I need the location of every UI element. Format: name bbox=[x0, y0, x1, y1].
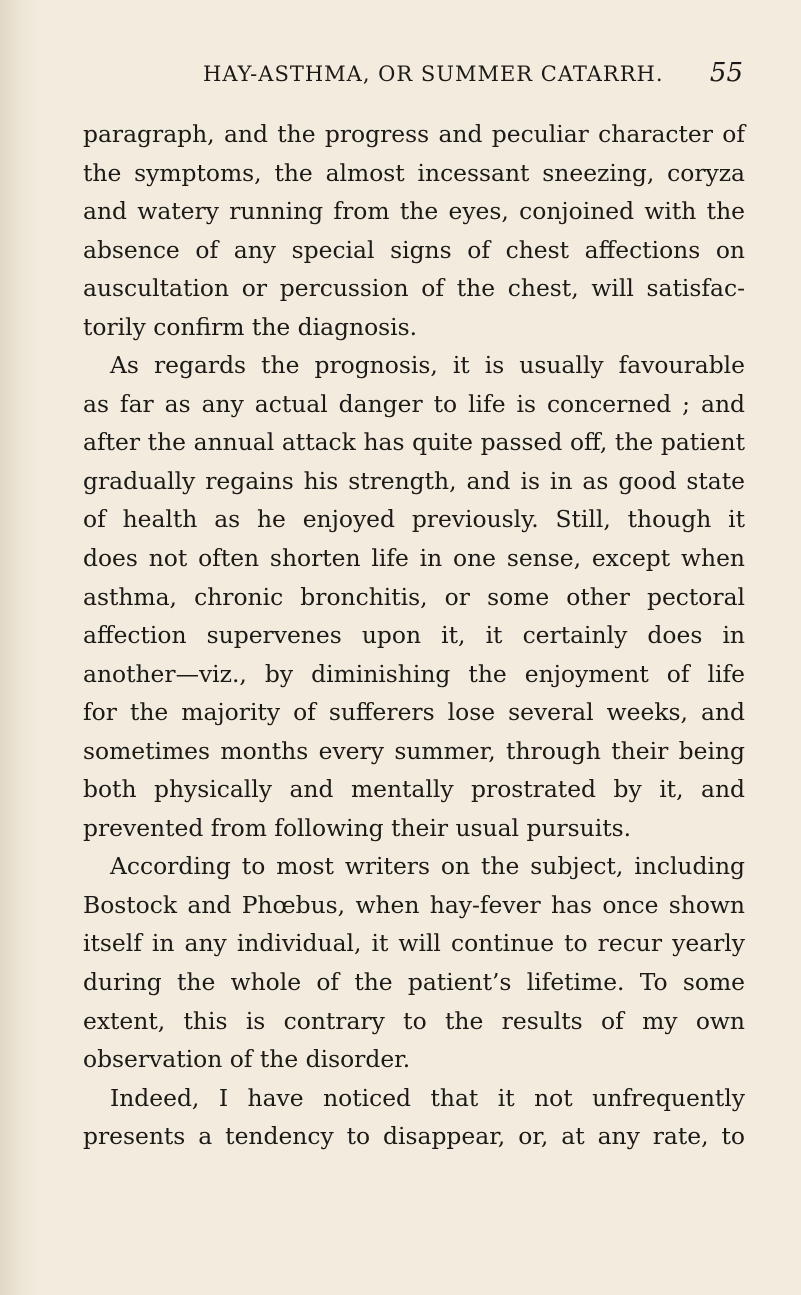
text-line: and watery running from the eyes, conjoined with the bbox=[83, 197, 745, 226]
text-line: Bostock and Phœbus, when hay-fever has once shown bbox=[83, 890, 745, 919]
page-number: 55 bbox=[709, 58, 743, 88]
text-line: torily confirm the diagnosis. bbox=[83, 312, 418, 341]
text-line: auscultation or percussion of the chest, will satisfac- bbox=[83, 274, 745, 303]
running-head: HAY-ASTHMA, OR SUMMER CATARRH. bbox=[203, 62, 664, 86]
text-line: itself in any individual, it will continue to recur yearly bbox=[83, 929, 745, 958]
text-line: for the majority of sufferers lose several weeks, and bbox=[83, 698, 745, 727]
text-line: According to most writers on the subject, including bbox=[110, 852, 745, 881]
body-text bbox=[83, 115, 745, 1156]
text-line: presents a tendency to disappear, or, at any rate, to bbox=[83, 1122, 745, 1151]
text-line: during the whole of the patient’s lifetime. To some bbox=[83, 968, 745, 997]
text-line: paragraph, and the progress and peculiar character of bbox=[83, 120, 745, 148]
text-line: does not often shorten life in one sense, except when bbox=[83, 544, 745, 573]
text-line: extent, this is contrary to the results of my own bbox=[83, 1006, 745, 1035]
text-line: Indeed, I have noticed that it not unfrequently bbox=[110, 1083, 745, 1112]
text-line: affection supervenes upon it, it certainly does in bbox=[83, 621, 745, 650]
text-line: sometimes months every summer, through their being bbox=[83, 736, 745, 765]
text-line: observation of the disorder. bbox=[83, 1045, 411, 1074]
text-line: after the annual attack has quite passed off, the patient bbox=[83, 428, 745, 457]
text-line: asthma, chronic bronchitis, or some other pectoral bbox=[83, 582, 745, 611]
page-header bbox=[83, 58, 743, 98]
text-line: another—viz., by diminishing the enjoyment of life bbox=[83, 659, 745, 688]
text-line: absence of any special signs of chest affections on bbox=[83, 235, 745, 264]
text-line: the symptoms, the almost incessant sneezing, coryza bbox=[83, 158, 745, 187]
text-line: prevented from following their usual pursuits. bbox=[83, 813, 632, 842]
text-line: of health as he enjoyed previously. Still, though it bbox=[83, 505, 745, 534]
text-line: As regards the prognosis, it is usually favourable bbox=[110, 351, 745, 380]
text-line: gradually regains his strength, and is in as good state bbox=[83, 466, 745, 495]
text-line: as far as any actual danger to life is concerned ; and bbox=[83, 389, 745, 418]
text-line: both physically and mentally prostrated by it, and bbox=[83, 775, 745, 804]
